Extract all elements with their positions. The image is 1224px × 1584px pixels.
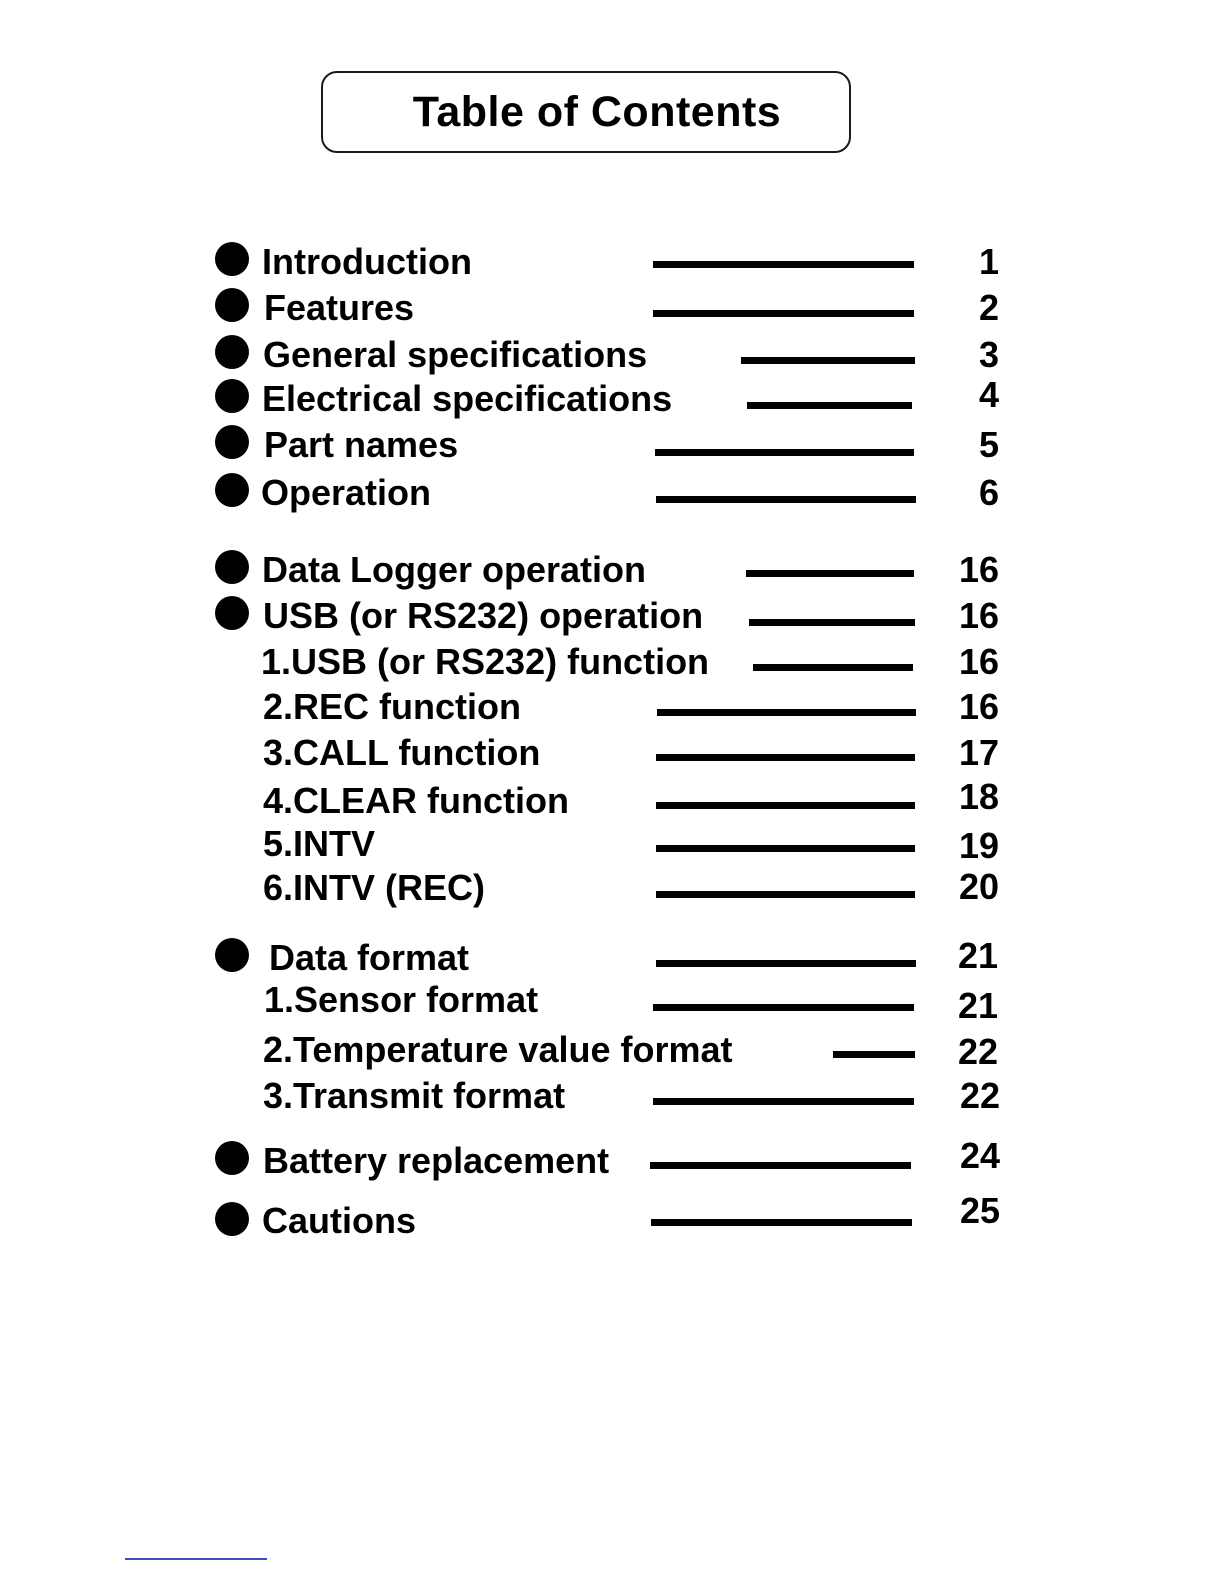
toc-entry-operation[interactable] [0,471,1224,515]
toc-entry-page: 16 [958,641,999,682]
toc-entry-page: 16 [958,686,999,727]
toc-entry-temperature-value-format[interactable] [0,1028,1224,1072]
toc-entry-usb-operation[interactable] [0,594,1224,638]
leader-line [749,619,915,626]
toc-entry-data-format[interactable] [0,936,1224,980]
toc-entry-clear-function[interactable] [0,776,1224,823]
toc-entry-label: Part names [264,424,459,465]
bullet-icon [215,473,249,507]
toc-entry-page: 17 [958,732,999,773]
leader-line [655,449,914,456]
toc-entry-label: 2.Temperature value format [263,1029,733,1070]
leader-line [653,261,914,268]
toc-entry-page: 24 [959,1135,1000,1176]
toc-entry-label: General specifications [263,334,648,375]
leader-line [653,1004,914,1011]
leader-line [753,664,913,671]
toc-entry-page: 1 [978,241,999,282]
bullet-icon [215,379,249,413]
toc-entry-page: 18 [958,776,999,817]
bullet-icon [215,596,249,630]
toc-entry-page: 3 [978,334,999,375]
toc-entry-rec-function[interactable] [0,685,1224,729]
bullet-icon [215,1202,249,1236]
leader-line [741,357,915,364]
toc-entry-label: Operation [261,472,432,513]
toc-entry-label: 3.CALL function [263,732,541,773]
toc-entry-page: 16 [958,549,999,590]
toc-entry-page: 16 [958,595,999,636]
toc-entry-part-names[interactable] [0,423,1224,467]
toc-entry-usb-function[interactable] [0,640,1224,684]
footer-rule [125,1558,267,1560]
bullet-icon [215,335,249,369]
bullet-icon [215,288,249,322]
page-title: Table of Contents [412,87,782,136]
toc-entry-intv-rec[interactable] [0,866,1224,910]
toc-entry-label: 3.Transmit format [263,1075,566,1116]
toc-entry-page: 22 [957,1031,998,1072]
toc-entry-page: 20 [958,866,999,907]
leader-line [833,1051,915,1058]
toc-entry-transmit-format[interactable] [0,1074,1224,1118]
leader-line [656,754,915,761]
leader-line [656,802,915,809]
toc-entry-features[interactable] [0,286,1224,330]
bullet-icon [215,938,249,972]
bullet-icon [215,425,249,459]
toc-entry-label: Data format [269,937,470,978]
toc-entry-intv[interactable] [0,822,1224,866]
toc-entry-page: 4 [978,374,999,415]
toc-entry-data-logger-operation[interactable] [0,548,1224,592]
leader-line [657,709,916,716]
toc-entry-page: 22 [959,1075,1000,1116]
bullet-icon [215,550,249,584]
bullet-icon [215,1141,249,1175]
toc-entry-label: Introduction [262,241,472,282]
toc-entry-label: Electrical specifications [262,378,673,419]
toc-entry-label: 4.CLEAR function [263,780,569,821]
toc-entry-call-function[interactable] [0,731,1224,775]
toc-entry-label: USB (or RS232) operation [263,595,704,636]
leader-line [746,570,914,577]
leader-line [650,1162,911,1169]
toc-entry-page: 6 [978,472,999,513]
toc-entry-sensor-format[interactable] [0,978,1224,1026]
toc-entry-label: 2.REC function [263,686,521,727]
toc-entry-label: Battery replacement [263,1140,610,1181]
leader-line [656,891,915,898]
toc-entry-page: 5 [978,424,999,465]
leader-line [656,496,916,503]
toc-entry-label: 1.USB (or RS232) function [261,641,710,682]
toc-entry-cautions[interactable] [0,1190,1224,1243]
toc-entry-label: 6.INTV (REC) [263,867,486,908]
leader-line [653,310,914,317]
toc-entry-electrical-specifications[interactable] [0,374,1224,421]
toc-entry-label: 5.INTV [263,823,376,864]
toc-entry-label: Features [264,287,415,328]
toc-entry-page: 21 [957,935,998,976]
leader-line [656,960,916,967]
leader-line [653,1098,914,1105]
toc-entry-introduction[interactable] [0,240,1224,284]
toc-entry-general-specifications[interactable] [0,333,1224,377]
toc-entry-battery-replacement[interactable] [0,1135,1224,1183]
leader-line [651,1219,912,1226]
toc-entry-page: 2 [978,287,999,328]
toc-entry-page: 25 [959,1190,1000,1231]
leader-line [656,845,915,852]
toc-entry-page: 21 [957,985,998,1026]
leader-line [747,402,912,409]
toc-entry-page: 19 [958,825,999,866]
toc-entry-label: Data Logger operation [262,549,647,590]
bullet-icon [215,242,249,276]
toc-entry-label: 1.Sensor format [264,979,539,1020]
toc-entry-label: Cautions [262,1200,417,1241]
